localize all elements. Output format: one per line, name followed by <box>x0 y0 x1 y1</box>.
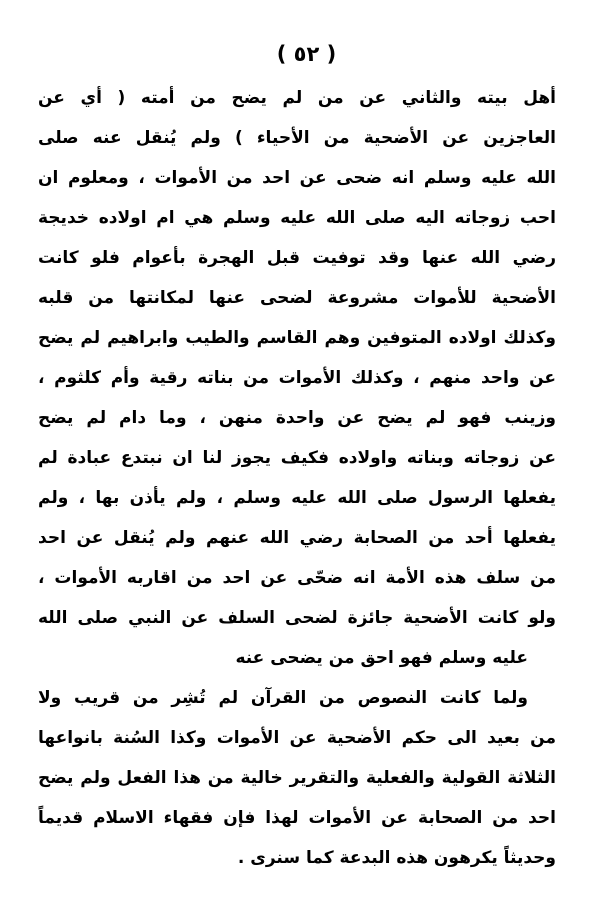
text-line: يفعلها أحد من الصحابة رضي الله عنهم ولم يُنقل عن احد <box>38 528 556 548</box>
paragraph-end-line: وحديثاً يكرهون هذه البدعة كما سنرى . <box>237 848 556 868</box>
text-line: من سلف هذه الأمة انه ضحّى عن احد من اقاربه الأموات ، <box>38 568 556 588</box>
text-line: الأضحية للأموات مشروعة لضحى عنها لمكانتها من قلبه <box>38 288 556 308</box>
text-line: ولو كانت الأضحية جائزة لضحى السلف عن النبي صلى الله <box>38 608 556 628</box>
body-text <box>38 78 556 878</box>
paragraph-start-line: ولما كانت النصوص من القرآن لم تُشِر من قريب ولا <box>38 688 528 708</box>
text-line: العاجزين عن الأضحية من الأحياء ) ولم يُنقل عنه صلى <box>38 128 556 148</box>
text-line: احد من الصحابة عن الأموات لهذا فإن فقهاء الاسلام قديماً <box>38 808 556 828</box>
text-line: احب زوجاته اليه صلى الله عليه وسلم هي ام اولاده خديجة <box>38 208 556 228</box>
text-line: الله عليه وسلم انه ضحى عن احد من الأموات ، ومعلوم ان <box>38 168 556 188</box>
text-line: عن واحد منهم ، وكذلك الأموات من بناته رقية وأم كلثوم ، <box>38 368 556 388</box>
text-line: رضي الله عنها وقد توفيت قبل الهجرة بأعوام فلو كانت <box>38 248 556 268</box>
text-line: أهل بيته والثاني عن من لم يضح من أمته ( أي عن <box>38 88 556 108</box>
text-line: يفعلها الرسول صلى الله عليه وسلم ، ولم يأذن بها ، ولم <box>38 488 556 508</box>
text-line: وكذلك اولاده المتوفين وهم القاسم والطيب وابراهيم لم يضح <box>38 328 556 348</box>
text-line: من بعيد الى حكم الأضحية عن الأموات وكذا السُنة بانواعها <box>38 728 556 748</box>
text-line: وزينب فهو لم يضح عن واحدة منهن ، وما دام لم يضح <box>38 408 556 428</box>
text-line: عن زوجاته وبناته واولاده فكيف يجوز لنا ان نبتدع عبادة لم <box>38 448 556 468</box>
paragraph-end-line: عليه وسلم فهو احق من يضحى عنه <box>235 648 528 668</box>
text-line: الثلاثة القولية والفعلية والتقرير خالية من هذا الفعل ولم يضح <box>38 768 556 788</box>
page-number: ( ٥٢ ) <box>276 42 337 66</box>
